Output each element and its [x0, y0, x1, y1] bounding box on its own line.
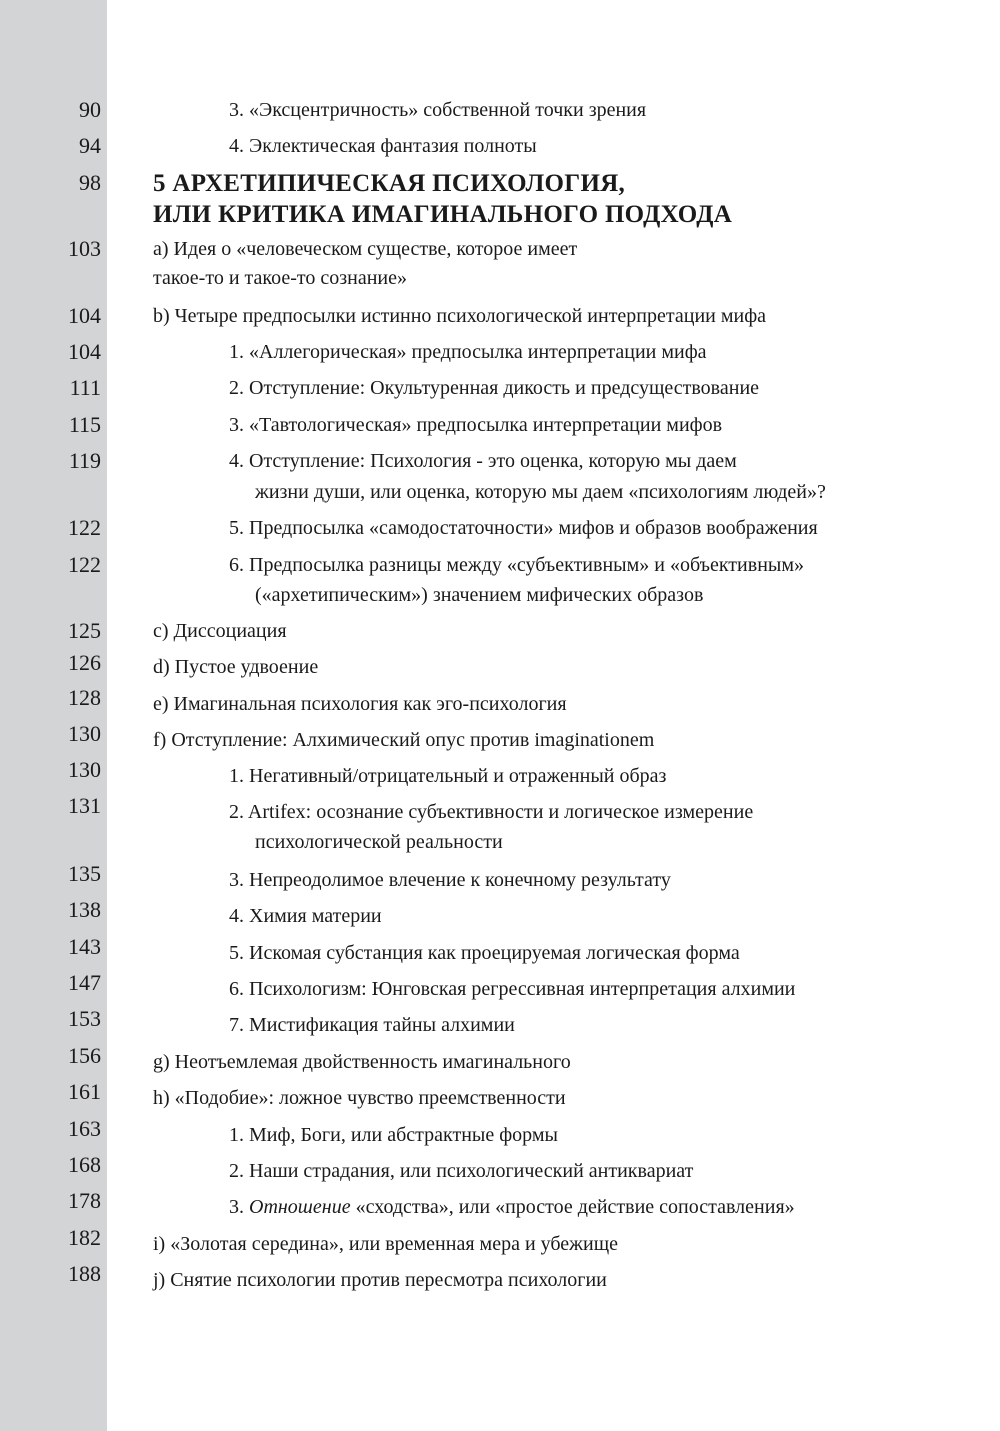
page-number: 131 — [68, 793, 101, 818]
entry-title: h) «Подобие»: ложное чувство преемственности — [153, 1087, 566, 1109]
entry-line: («архетипическим») значением мифических образов — [255, 584, 704, 606]
page-number: 161 — [68, 1079, 101, 1104]
entry-title: 2. Отступление: Окультуренная дикость и предсуществование — [229, 377, 760, 399]
chapter-title — [153, 168, 732, 230]
entry-title: f) Отступление: Алхимический опус против imaginationem — [153, 729, 655, 751]
entry-text-emphasis: Отношение — [249, 1196, 351, 1218]
page-number: 115 — [68, 412, 101, 437]
entry-text-pre: 3. — [229, 1196, 249, 1218]
page-number: 119 — [68, 448, 101, 473]
entry-line: 2. Artifex: осознание субъективности и логическое измерение — [229, 801, 754, 823]
entry-title: 4. Эклектическая фантазия полноты — [229, 135, 537, 157]
page-number: 182 — [68, 1225, 101, 1250]
entry-title — [153, 234, 577, 292]
entry-title — [229, 550, 804, 610]
entry-title: e) Имагинальная психология как эго-психология — [153, 693, 567, 715]
entry-title: 5. Предпосылка «самодостаточности» мифов и образов воображения — [229, 517, 818, 539]
entry-line: a) Идея о «человеческом существе, которое имеет — [153, 238, 578, 260]
page-number: 178 — [68, 1188, 101, 1213]
entry-title: 3. «Тавтологическая» предпосылка интерпретации мифов — [229, 414, 723, 436]
entry-title: 1. «Аллегорическая» предпосылка интерпретации мифа — [229, 341, 707, 363]
page-number: 188 — [68, 1261, 101, 1286]
page-number: 122 — [68, 552, 101, 577]
entry-title: j) Снятие психологии против пересмотра психологии — [153, 1269, 607, 1291]
page-number: 163 — [68, 1116, 101, 1141]
entry-line: такое-то и такое-то сознание» — [153, 267, 407, 289]
page-number: 168 — [68, 1152, 101, 1177]
page-number: 153 — [68, 1006, 101, 1031]
entry-title: 7. Мистификация тайны алхимии — [229, 1014, 515, 1036]
chapter-title-line: 5 АРХЕТИПИЧЕСКАЯ ПСИХОЛОГИЯ, — [153, 170, 626, 197]
page-number: 135 — [68, 861, 101, 886]
entry-title — [229, 1192, 795, 1222]
page-number: 125 — [68, 618, 101, 643]
entry-title: g) Неотъемлемая двойственность имагинального — [153, 1051, 571, 1073]
entry-line: 4. Отступление: Психология - это оценка, которую мы даем — [229, 450, 737, 472]
entry-title: 4. Химия материи — [229, 905, 382, 927]
entry-title: i) «Золотая середина», или временная мера и убежище — [153, 1233, 618, 1255]
entry-line: психологической реальности — [255, 831, 503, 853]
entry-title: 3. «Эксцентричность» собственной точки зрения — [229, 99, 647, 121]
page-number: 126 — [68, 650, 101, 675]
entry-line: жизни души, или оценка, которую мы даем «психологиям людей»? — [255, 481, 826, 503]
chapter-title-line: ИЛИ КРИТИКА ИМАГИНАЛЬНОГО ПОДХОДА — [153, 201, 733, 228]
entry-title: 3. Непреодолимое влечение к конечному результату — [229, 869, 671, 891]
page-number: 111 — [69, 375, 101, 400]
entry-title: 6. Психологизм: Юнговская регрессивная интерпретация алхимии — [229, 978, 796, 1000]
page-number: 156 — [68, 1043, 101, 1068]
page-number: 143 — [68, 934, 101, 959]
page-number: 130 — [68, 757, 101, 782]
page-number: 104 — [68, 339, 101, 364]
entry-text-post: «сходства», или «простое действие сопоставления» — [350, 1196, 795, 1218]
entry-title: c) Диссоциация — [153, 620, 287, 642]
entry-title: 1. Миф, Боги, или абстрактные формы — [229, 1124, 558, 1146]
page-number: 104 — [68, 303, 101, 328]
entry-line: 6. Предпосылка разницы между «субъективным» и «объективным» — [229, 554, 804, 576]
entry-title: 1. Негативный/отрицательный и отраженный образ — [229, 765, 667, 787]
page-number: 98 — [79, 170, 101, 195]
page-number: 147 — [68, 970, 101, 995]
entry-title — [229, 446, 826, 508]
page-number: 128 — [68, 685, 101, 710]
entry-title: 2. Наши страдания, или психологический антиквариат — [229, 1160, 694, 1182]
page-number: 130 — [68, 721, 101, 746]
page-number: 103 — [68, 236, 101, 261]
entry-title: 5. Искомая субстанция как проецируемая логическая форма — [229, 942, 740, 964]
page-number: 94 — [79, 133, 101, 158]
page-number: 90 — [79, 97, 101, 122]
entry-title: b) Четыре предпосылки истинно психологической интерпретации мифа — [153, 305, 767, 327]
entry-title — [229, 797, 753, 857]
entry-title: d) Пустое удвоение — [153, 656, 319, 678]
page-number: 122 — [68, 515, 101, 540]
page-number: 138 — [68, 897, 101, 922]
